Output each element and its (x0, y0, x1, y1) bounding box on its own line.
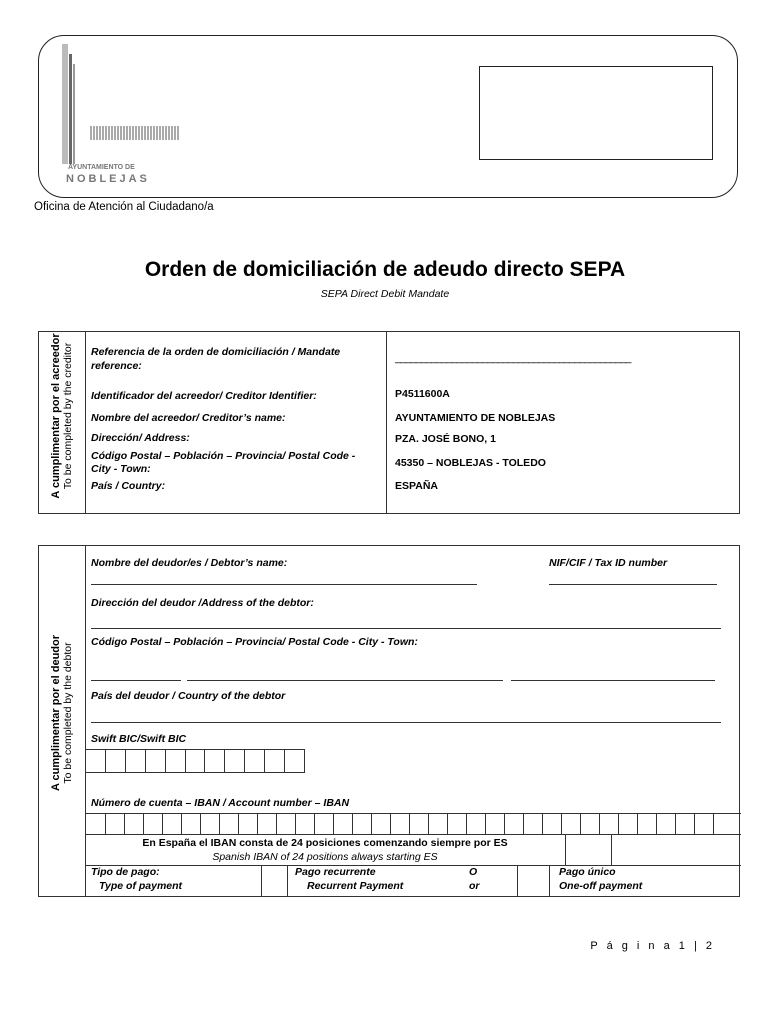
debtor-side-label: A cumplimentar por el deudor (50, 634, 62, 792)
tax-id-field[interactable] (549, 584, 717, 585)
debtor-address-field[interactable] (91, 628, 721, 629)
iban-note-row (85, 835, 741, 866)
payment-type-label: Tipo de pago: (91, 866, 160, 878)
recurrent-checkbox[interactable] (262, 865, 287, 896)
swift-label: Swift BIC/Swift BIC (91, 733, 187, 745)
debtor-country-label: País del deudor / Country of the debtor (91, 690, 286, 702)
office-label: Oficina de Atención al Ciudadano/a (34, 201, 214, 213)
or-label-en: or (469, 880, 480, 892)
postal-code-field[interactable] (91, 680, 181, 681)
swift-grid[interactable] (85, 749, 305, 773)
logo-line1: AYUNTAMIENTO DE (68, 164, 135, 171)
debtor-side (39, 546, 86, 896)
creditor-side-label-en: To be completed by the creditor (62, 342, 74, 490)
registry-stamp-box (479, 66, 713, 160)
recurrent-label-en: Recurrent Payment (307, 880, 404, 892)
creditor-postal-value: 45350 – NOBLEJAS - TOLEDO (395, 457, 546, 469)
creditor-country-label: País / Country: (91, 480, 166, 492)
iban-label: Número de cuenta – IBAN / Account number – IBAN (91, 797, 350, 809)
province-field[interactable] (511, 680, 715, 681)
iban-grid[interactable] (85, 813, 741, 835)
debtor-name-field[interactable] (91, 584, 477, 585)
iban-note-es: En España el IBAN consta de 24 posiciones comenzando siempre por ES (142, 837, 508, 849)
creditor-name-value: AYUNTAMIENTO DE NOBLEJAS (395, 412, 556, 424)
debtor-section (38, 545, 740, 897)
oneoff-label: Pago único (559, 866, 616, 878)
iban-note-en: Spanish IBAN of 24 positions always starting ES (212, 851, 438, 863)
recurrent-label: Pago recurrente (295, 866, 376, 878)
logo (62, 44, 162, 189)
creditor-postal-label: Código Postal – Población – Provincia/ Postal Code - City - Town: (91, 450, 356, 475)
page-title: Orden de domiciliación de adeudo directo SEPA (144, 258, 626, 281)
creditor-id-label: Identificador del acreedor/ Creditor Identifier: (91, 390, 317, 402)
mandate-ref-value[interactable]: ______________________________________________ (395, 352, 631, 364)
debtor-side-label-en: To be completed by the debtor (62, 642, 74, 784)
town-field[interactable] (187, 680, 503, 681)
creditor-name-label: Nombre del acreedor/ Creditor’s name: (91, 412, 286, 424)
page-subtitle: SEPA Direct Debit Mandate (320, 288, 450, 300)
or-label: O (469, 866, 478, 878)
mandate-ref-label: Referencia de la orden de domiciliación / Mandate reference: (91, 346, 341, 372)
oneoff-checkbox[interactable] (518, 865, 549, 896)
debtor-name-label: Nombre del deudor/es / Debtor’s name: (91, 557, 288, 569)
logo-line2: NOBLEJAS (66, 173, 150, 185)
debtor-country-field[interactable] (91, 722, 721, 723)
creditor-id-value: P4511600A (395, 388, 450, 400)
page-number: P á g i n a 1 | 2 (590, 940, 715, 952)
tax-id-label: NIF/CIF / Tax ID number (549, 557, 668, 569)
payment-type-row (85, 865, 741, 896)
creditor-country-value: ESPAÑA (395, 480, 438, 492)
creditor-address-label: Dirección/ Address: (91, 432, 190, 444)
payment-type-label-en: Type of payment (99, 880, 183, 892)
creditor-side (39, 332, 86, 513)
creditor-address-value: PZA. JOSÉ BONO, 1 (395, 433, 496, 445)
debtor-postal-label: Código Postal – Población – Provincia/ Postal Code - City - Town: (91, 636, 418, 648)
creditor-side-label: A cumplimentar por el acreedor (50, 333, 62, 499)
oneoff-label-en: One-off payment (559, 880, 643, 892)
creditor-section (38, 331, 740, 514)
debtor-address-label: Dirección del deudor /Address of the debtor: (91, 597, 314, 609)
